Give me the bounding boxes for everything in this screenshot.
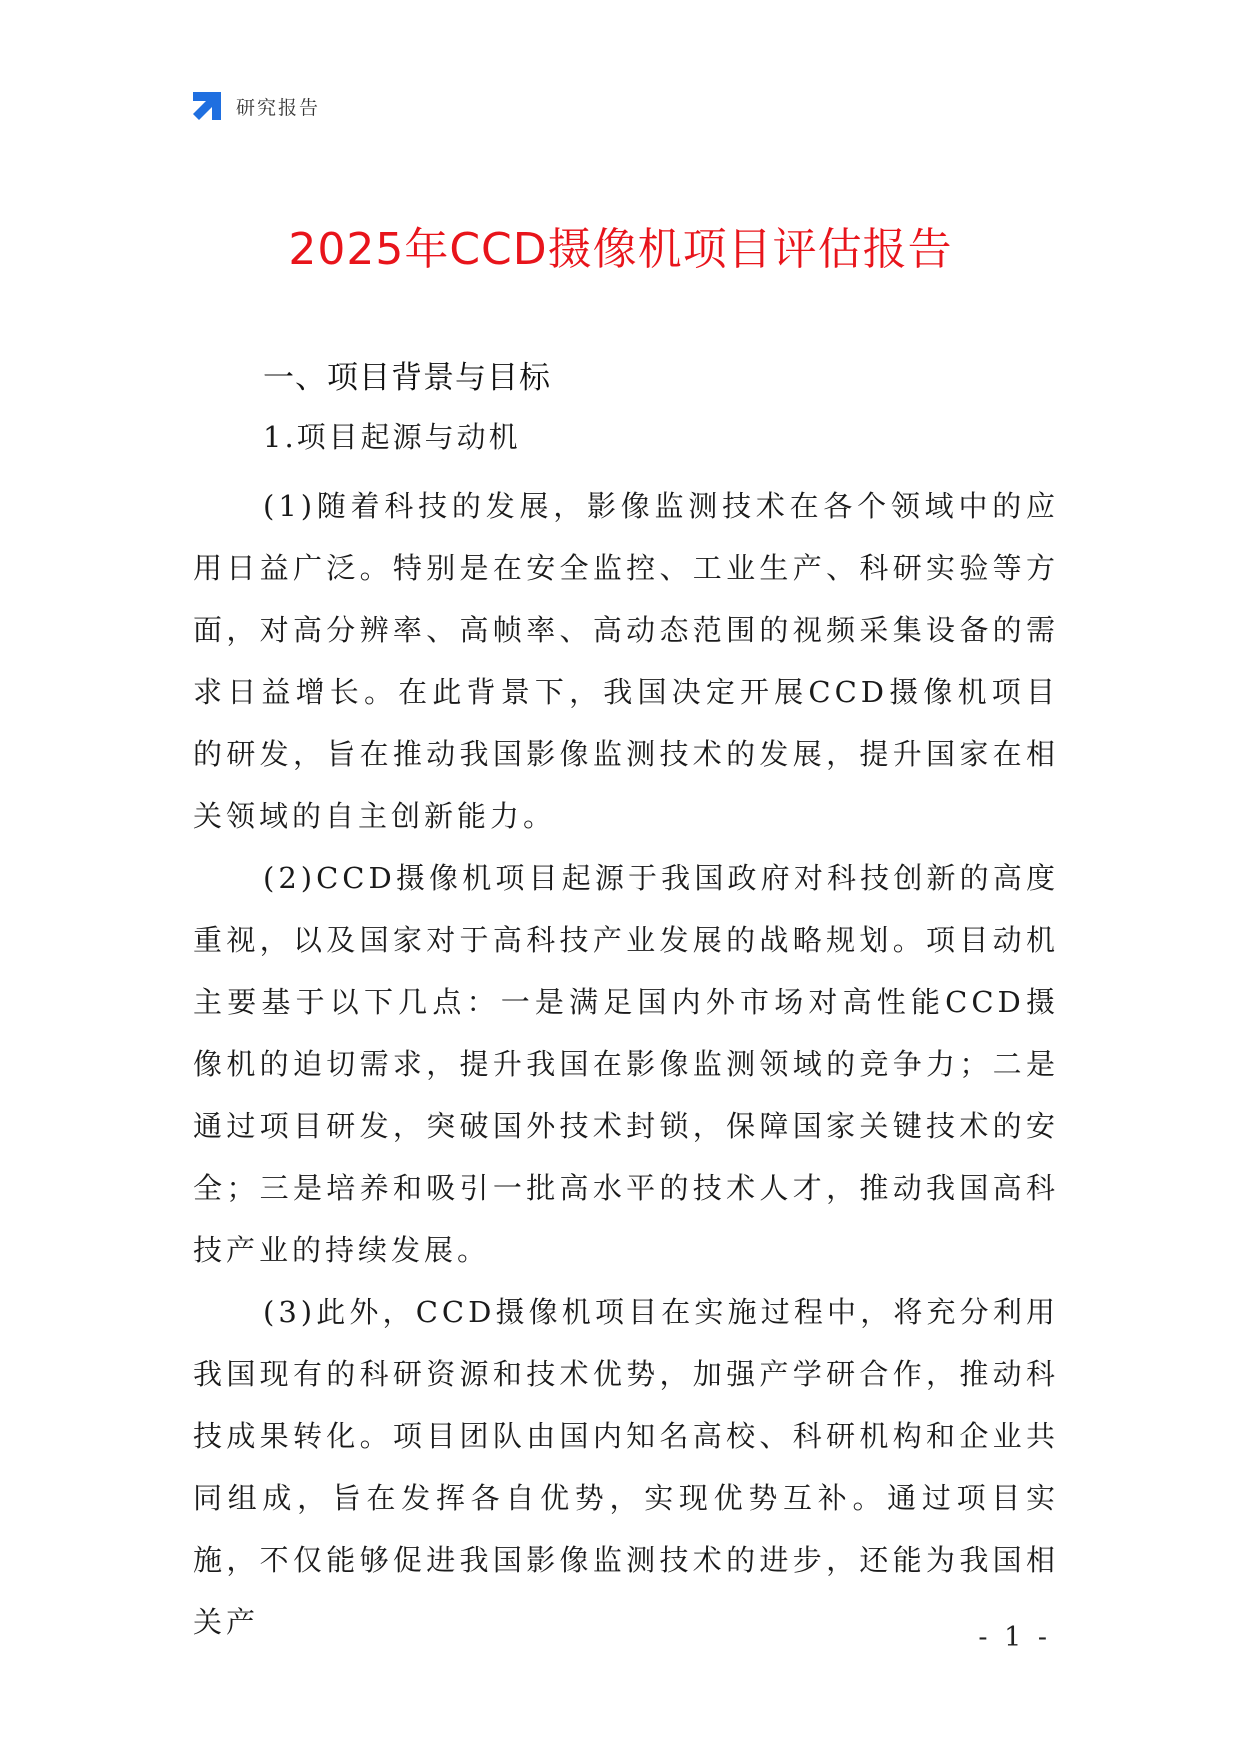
paragraph-2: (2)CCD摄像机项目起源于我国政府对科技创新的高度重视，以及国家对于高科技产业发展的战略规划。项目动机主要基于以下几点：一是满足国内外市场对高性能CCD摄像机的迫切需求，提升我国在影像监测领域的竞争力；二是通过项目研发，突破国外技术封锁，保障国家关键技术的安全；三是培养和吸引一批高水平的技术人才，推动我国高科技产业的持续发展。 xyxy=(193,861,1059,1267)
page-title: 2025年CCD摄像机项目评估报告 xyxy=(288,224,953,275)
report-header xyxy=(190,88,320,124)
document-body xyxy=(193,353,1059,1653)
page-number: - 1 - xyxy=(978,1622,1051,1653)
section-heading: 一、项目背景与目标 xyxy=(263,360,551,396)
sub-heading: 1.项目起源与动机 xyxy=(263,420,521,454)
header-label: 研究报告 xyxy=(236,96,321,119)
paragraph-3: (3)此外，CCD摄像机项目在实施过程中，将充分利用我国现有的科研资源和技术优势，加强产学研合作，推动科技成果转化。项目团队由国内知名高校、科研机构和企业共同组成，旨在发挥各自优势，实现优势互补。通过项目实施，不仅能够促进我国影像监测技术的进步，还能为我国相关产 xyxy=(193,1295,1059,1639)
paragraph-1: (1)随着科技的发展，影像监测技术在各个领域中的应用日益广泛。特别是在安全监控、工业生产、科研实验等方面，对高分辨率、高帧率、高动态范围的视频采集设备的需求日益增长。在此背景下，我国决定开展CCD摄像机项目的研发，旨在推动我国影像监测技术的发展，提升国家在相关领域的自主创新能力。 xyxy=(193,489,1059,833)
diagonal-arrow-logo-icon xyxy=(190,89,224,123)
